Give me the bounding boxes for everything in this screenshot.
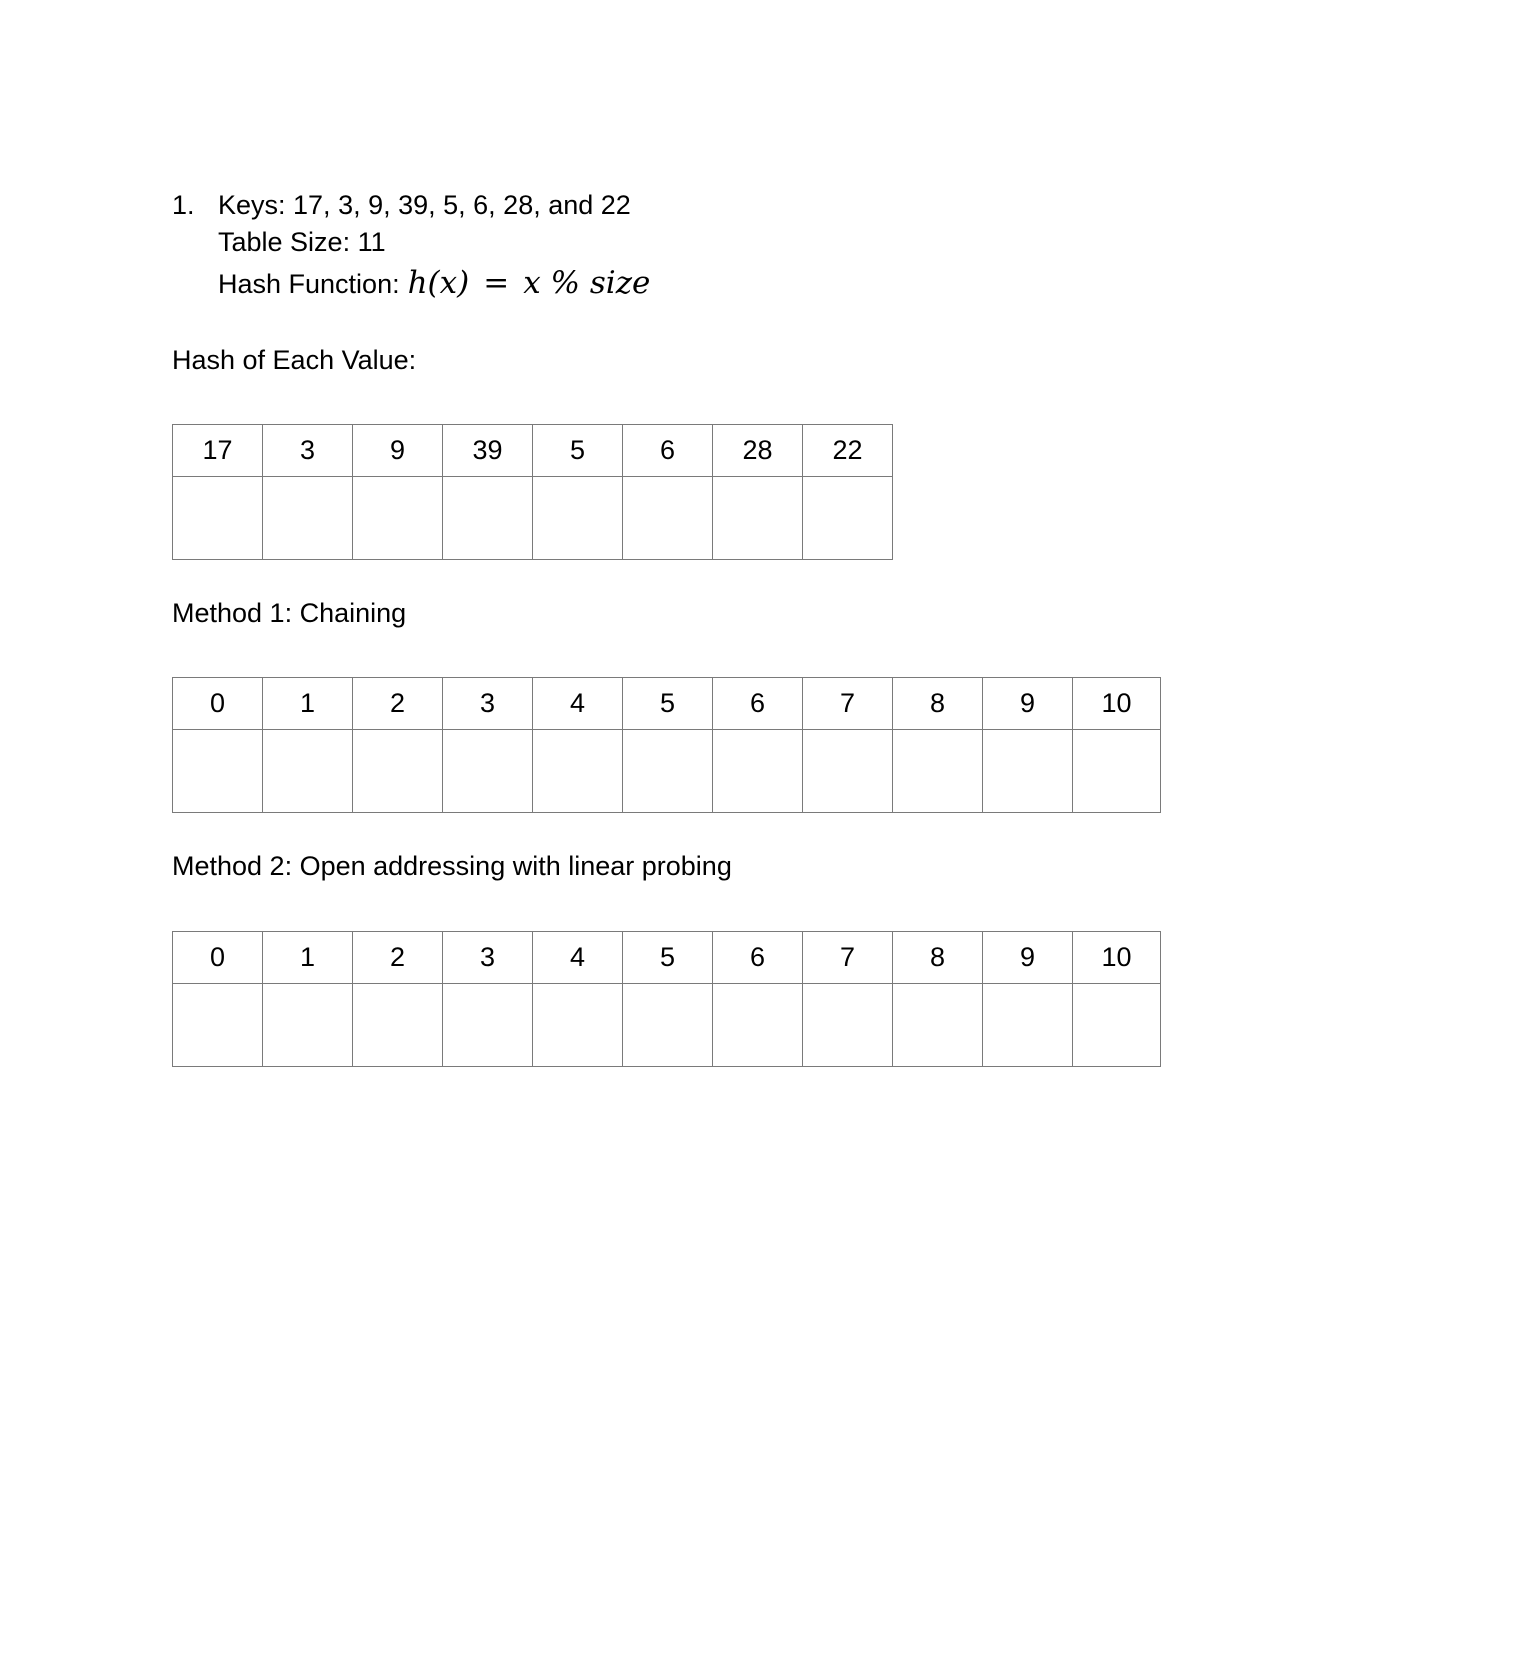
index-cell: 3 — [443, 932, 533, 984]
index-cell: 2 — [353, 932, 443, 984]
answer-cell — [983, 984, 1073, 1067]
answer-cell — [353, 730, 443, 813]
answer-cell — [893, 730, 983, 813]
index-cell: 8 — [893, 932, 983, 984]
probing-table — [172, 931, 1161, 1067]
answer-cell — [173, 730, 263, 813]
probing-answer-row — [173, 984, 1161, 1067]
answer-cell — [353, 477, 443, 560]
chaining-section-label: Method 1: Chaining — [172, 598, 407, 628]
answer-cell — [713, 477, 803, 560]
key-cell: 6 — [623, 425, 713, 477]
index-cell: 5 — [623, 932, 713, 984]
index-cell: 6 — [713, 678, 803, 730]
answer-cell — [713, 984, 803, 1067]
answer-cell — [443, 730, 533, 813]
index-cell: 6 — [713, 932, 803, 984]
question-number: 1. — [172, 190, 195, 220]
index-cell: 10 — [1073, 678, 1161, 730]
answer-cell — [173, 984, 263, 1067]
key-cell: 9 — [353, 425, 443, 477]
answer-cell — [803, 477, 893, 560]
answer-cell — [623, 984, 713, 1067]
answer-cell — [713, 730, 803, 813]
answer-cell — [353, 984, 443, 1067]
probing-section-label: Method 2: Open addressing with linear probing — [172, 851, 732, 881]
answer-cell — [263, 730, 353, 813]
index-cell: 2 — [353, 678, 443, 730]
hash-values-table — [172, 424, 893, 560]
answer-cell — [893, 984, 983, 1067]
formula-equals: = — [483, 265, 510, 301]
index-cell: 7 — [803, 678, 893, 730]
answer-cell — [803, 984, 893, 1067]
formula-rhs: x % size — [523, 265, 651, 301]
hash-formula — [408, 265, 651, 302]
index-cell: 4 — [533, 932, 623, 984]
answer-cell — [263, 477, 353, 560]
answer-cell — [263, 984, 353, 1067]
answer-cell — [623, 477, 713, 560]
answer-cell — [1073, 984, 1161, 1067]
index-cell: 4 — [533, 678, 623, 730]
answer-cell — [983, 730, 1073, 813]
answer-cell — [1073, 730, 1161, 813]
answer-cell — [533, 984, 623, 1067]
answer-cell — [173, 477, 263, 560]
table-size-text: Table Size: 11 — [218, 227, 386, 257]
answer-cell — [443, 984, 533, 1067]
index-cell: 0 — [173, 932, 263, 984]
table-size-line — [172, 224, 650, 261]
keys-text: Keys: 17, 3, 9, 39, 5, 6, 28, and 22 — [218, 190, 631, 220]
hash-answer-row — [173, 477, 893, 560]
chaining-table — [172, 677, 1161, 813]
index-cell: 5 — [623, 678, 713, 730]
keys-line — [172, 187, 650, 224]
index-cell: 0 — [173, 678, 263, 730]
index-cell: 1 — [263, 932, 353, 984]
hash-function-line — [172, 265, 650, 302]
index-cell: 8 — [893, 678, 983, 730]
answer-cell — [803, 730, 893, 813]
key-cell: 3 — [263, 425, 353, 477]
probing-index-row — [173, 932, 1161, 984]
formula-lhs: h(x) — [407, 265, 470, 301]
hash-section-label: Hash of Each Value: — [172, 345, 417, 375]
hash-keys-row — [173, 425, 893, 477]
question-block — [172, 187, 650, 302]
answer-cell — [623, 730, 713, 813]
key-cell: 28 — [713, 425, 803, 477]
index-cell: 7 — [803, 932, 893, 984]
index-cell: 9 — [983, 932, 1073, 984]
key-cell: 39 — [443, 425, 533, 477]
hash-function-label: Hash Function: — [218, 269, 400, 299]
chaining-index-row — [173, 678, 1161, 730]
index-cell: 10 — [1073, 932, 1161, 984]
key-cell: 17 — [173, 425, 263, 477]
answer-cell — [533, 477, 623, 560]
index-cell: 9 — [983, 678, 1073, 730]
answer-cell — [443, 477, 533, 560]
index-cell: 1 — [263, 678, 353, 730]
key-cell: 22 — [803, 425, 893, 477]
chaining-answer-row — [173, 730, 1161, 813]
answer-cell — [533, 730, 623, 813]
index-cell: 3 — [443, 678, 533, 730]
key-cell: 5 — [533, 425, 623, 477]
